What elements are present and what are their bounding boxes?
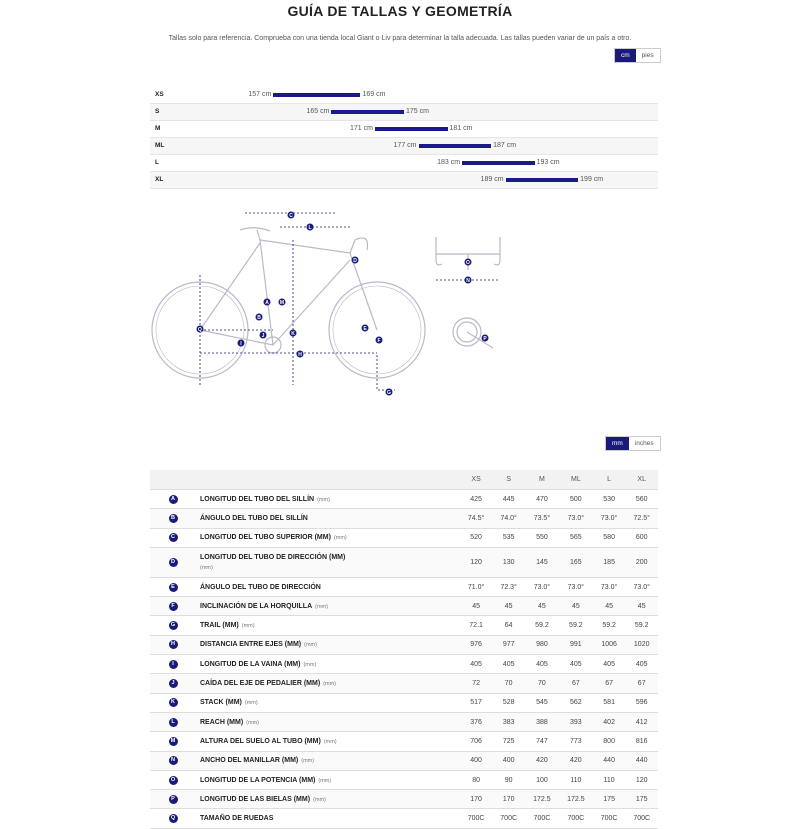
value-cell: 110 (593, 770, 626, 789)
row-letter-badge: A (169, 495, 178, 504)
svg-text:I: I (240, 341, 242, 347)
row-unit: (mm) (318, 777, 332, 784)
row-label: LONGITUD DE LAS BIELAS (MM) (200, 795, 311, 803)
size-max-height: 169 cm (362, 91, 386, 98)
row-label: DISTANCIA ENTRE EJES (MM) (200, 641, 302, 649)
svg-text:D: D (353, 258, 357, 264)
value-cell: 700C (460, 809, 493, 828)
row-letter-badge: E (169, 583, 178, 592)
row-letter-cell (150, 597, 196, 616)
value-cell: 700C (492, 809, 525, 828)
row-label-cell (196, 635, 460, 654)
size-max-height: 199 cm (580, 176, 604, 183)
value-cell: 71.0° (460, 577, 493, 596)
size-range-bar (462, 161, 535, 165)
size-range-bar (273, 93, 360, 97)
size-range-bar (375, 127, 448, 131)
value-cell: 470 (525, 490, 559, 509)
row-letter-badge: D (169, 558, 178, 567)
svg-text:L: L (308, 225, 312, 231)
row-letter-cell (150, 809, 196, 828)
value-cell: 73.0° (525, 577, 559, 596)
value-cell: 73.0° (625, 577, 658, 596)
svg-text:H: H (298, 352, 302, 358)
value-cell: 405 (625, 655, 658, 674)
value-cell: 400 (460, 751, 493, 770)
value-cell: 45 (625, 597, 658, 616)
row-label-cell (196, 674, 460, 693)
value-cell: 405 (593, 655, 626, 674)
value-cell: 59.2 (593, 616, 626, 635)
row-label: TAMAÑO DE RUEDAS (200, 815, 274, 823)
value-cell: 73.5° (525, 509, 559, 528)
svg-text:G: G (387, 390, 391, 396)
geometry-row (150, 693, 658, 712)
value-cell: 67 (593, 674, 626, 693)
row-letter-cell (150, 528, 196, 547)
row-letter-cell (150, 693, 196, 712)
value-cell: 383 (492, 712, 525, 731)
value-cell: 747 (525, 732, 559, 751)
row-label-cell (196, 616, 460, 635)
size-range-bar (419, 144, 492, 148)
row-unit: (mm) (200, 564, 213, 571)
value-cell: 528 (492, 693, 525, 712)
page-title: GUÍA DE TALLAS Y GEOMETRÍA (287, 3, 513, 19)
value-cell: 545 (525, 693, 559, 712)
value-cell: 73.0° (593, 509, 626, 528)
row-label: ALTURA DEL SUELO AL TUBO (MM) (200, 737, 321, 745)
value-cell: 73.0° (593, 577, 626, 596)
row-letter-badge: Q (169, 814, 178, 823)
size-max-height: 181 cm (449, 125, 473, 132)
size-label: M (155, 125, 161, 132)
value-cell: 110 (559, 770, 593, 789)
value-cell: 72.5° (625, 509, 658, 528)
row-unit: (mm) (317, 496, 330, 503)
value-cell: 816 (625, 732, 658, 751)
svg-text:Q: Q (198, 327, 202, 333)
geometry-row (150, 547, 658, 577)
row-letter-cell (150, 732, 196, 751)
value-cell: 405 (559, 655, 593, 674)
row-label: LONGITUD DEL TUBO DE DIRECCIÓN (MM) (200, 553, 346, 561)
row-letter-cell (150, 547, 196, 577)
row-letter-cell (150, 635, 196, 654)
size-column-header: S (492, 470, 525, 490)
size-min-height: 165 cm (306, 108, 330, 115)
size-label: XS (155, 91, 164, 98)
seatpost (257, 230, 260, 240)
header-blank (196, 470, 460, 490)
crank-diagram (445, 310, 505, 365)
value-cell: 73.0° (559, 577, 593, 596)
size-column-header: ML (559, 470, 593, 490)
row-label-cell (196, 528, 460, 547)
value-cell: 420 (525, 751, 559, 770)
geometry-table (150, 470, 658, 829)
row-letter-badge: J (169, 679, 178, 688)
size-range-bar (506, 178, 579, 182)
size-row (150, 138, 658, 155)
value-cell: 90 (492, 770, 525, 789)
geometry-row (150, 509, 658, 528)
geometry-row (150, 616, 658, 635)
svg-text:J: J (261, 333, 265, 339)
value-cell: 45 (525, 597, 559, 616)
value-cell: 130 (492, 547, 525, 577)
svg-text:C: C (289, 213, 293, 219)
size-column-header: L (593, 470, 626, 490)
value-cell: 400 (492, 751, 525, 770)
row-label: ÁNGULO DEL TUBO DEL SILLÍN (200, 514, 308, 522)
row-label: LONGITUD DEL TUBO SUPERIOR (MM) (200, 534, 331, 542)
value-cell: 59.2 (525, 616, 559, 635)
value-cell: 80 (460, 770, 493, 789)
value-cell: 600 (625, 528, 658, 547)
size-label: XL (155, 176, 164, 183)
size-row (150, 172, 658, 189)
row-label-cell (196, 655, 460, 674)
value-cell: 725 (492, 732, 525, 751)
row-letter-badge: O (169, 776, 178, 785)
size-unit-toggle[interactable] (614, 48, 661, 63)
header-blank (150, 470, 196, 490)
row-unit: (mm) (301, 758, 315, 765)
value-cell: 500 (559, 490, 593, 509)
value-cell: 596 (625, 693, 658, 712)
svg-text:A: A (265, 300, 269, 306)
size-min-height: 183 cm (437, 159, 461, 166)
value-cell: 700C (625, 809, 658, 828)
size-max-height: 187 cm (493, 142, 517, 149)
value-cell: 565 (559, 528, 593, 547)
value-cell: 700C (559, 809, 593, 828)
value-cell: 402 (593, 712, 626, 731)
row-letter-badge: M (169, 737, 178, 746)
row-letter-badge: P (169, 795, 178, 804)
value-cell: 980 (525, 635, 559, 654)
row-letter-badge: H (169, 640, 178, 649)
svg-text:F: F (377, 338, 381, 344)
value-cell: 700C (593, 809, 626, 828)
value-cell: 73.0° (559, 509, 593, 528)
value-cell: 991 (559, 635, 593, 654)
svg-text:N: N (466, 278, 470, 284)
value-cell: 976 (460, 635, 493, 654)
row-label: STACK (MM) (200, 699, 242, 707)
row-unit: (mm) (315, 603, 328, 610)
row-label-cell (196, 597, 460, 616)
value-cell: 70 (525, 674, 559, 693)
value-cell: 550 (525, 528, 559, 547)
row-label: TRAIL (MM) (200, 622, 239, 630)
svg-text:K: K (291, 331, 295, 337)
value-cell: 175 (625, 790, 658, 809)
row-label-cell (196, 547, 460, 577)
unit-inches-button[interactable]: inches (629, 437, 660, 450)
geometry-row (150, 790, 658, 809)
size-label: ML (155, 142, 165, 149)
value-cell: 175 (593, 790, 626, 809)
bike-frame (200, 240, 377, 345)
value-cell: 405 (525, 655, 559, 674)
handlebar-diagram (428, 232, 508, 292)
value-cell: 72.1 (460, 616, 493, 635)
value-cell: 120 (625, 770, 658, 789)
row-label: REACH (MM) (200, 718, 244, 726)
value-cell: 185 (593, 547, 626, 577)
value-cell: 535 (492, 528, 525, 547)
row-letter-badge: B (169, 514, 178, 523)
value-cell: 376 (460, 712, 493, 731)
size-label: L (155, 159, 159, 166)
size-row (150, 104, 658, 121)
value-cell: 170 (460, 790, 493, 809)
svg-text:M: M (279, 300, 285, 306)
row-label: LONGITUD DEL TUBO DEL SILLÍN (200, 495, 315, 503)
value-cell: 977 (492, 635, 525, 654)
value-cell: 145 (525, 547, 559, 577)
value-cell: 393 (559, 712, 593, 731)
row-unit: (mm) (313, 796, 326, 803)
size-row (150, 87, 658, 104)
row-letter-badge: K (169, 698, 178, 707)
value-cell: 45 (593, 597, 626, 616)
geometry-row (150, 732, 658, 751)
value-cell: 165 (559, 547, 593, 577)
geometry-row (150, 674, 658, 693)
value-cell: 70 (492, 674, 525, 693)
svg-text:E: E (363, 326, 367, 332)
value-cell: 412 (625, 712, 658, 731)
row-unit: (mm) (333, 535, 347, 542)
value-cell: 100 (525, 770, 559, 789)
value-cell: 172.5 (525, 790, 559, 809)
value-cell: 580 (593, 528, 626, 547)
row-label-cell (196, 751, 460, 770)
row-letter-cell (150, 712, 196, 731)
row-label-cell (196, 490, 460, 509)
geometry-row (150, 490, 658, 509)
value-cell: 170 (492, 790, 525, 809)
row-letter-badge: I (169, 660, 178, 669)
size-min-height: 189 cm (480, 176, 504, 183)
value-cell: 517 (460, 693, 493, 712)
row-label-cell (196, 809, 460, 828)
saddle (240, 228, 270, 231)
size-range-bar (331, 110, 404, 114)
geometry-row (150, 635, 658, 654)
row-letter-cell (150, 616, 196, 635)
svg-text:O: O (466, 260, 470, 266)
value-cell: 120 (460, 547, 493, 577)
geometry-table-header (150, 470, 658, 490)
row-letter-badge: L (169, 718, 178, 727)
page-subtitle: Tallas solo para referencia. Comprueba con una tienda local Giant o Liv para determinar la talla adecuada. Las tallas pueden variar de un país a otro. (168, 35, 632, 42)
value-cell: 520 (460, 528, 493, 547)
value-cell: 172.5 (559, 790, 593, 809)
geometry-row (150, 577, 658, 596)
value-cell: 562 (559, 693, 593, 712)
value-cell: 700C (525, 809, 559, 828)
value-cell: 560 (625, 490, 658, 509)
value-cell: 67 (625, 674, 658, 693)
row-letter-cell (150, 577, 196, 596)
row-letter-cell (150, 790, 196, 809)
value-cell: 530 (593, 490, 626, 509)
size-min-height: 177 cm (393, 142, 417, 149)
value-cell: 581 (593, 693, 626, 712)
size-min-height: 157 cm (248, 91, 272, 98)
row-label-cell (196, 732, 460, 751)
row-letter-cell (150, 751, 196, 770)
row-letter-cell (150, 674, 196, 693)
size-max-height: 175 cm (406, 108, 429, 115)
geometry-unit-toggle[interactable] (605, 436, 661, 451)
geometry-row (150, 809, 658, 828)
handlebar (350, 238, 368, 253)
size-min-height: 171 cm (350, 125, 373, 132)
value-cell: 45 (460, 597, 493, 616)
value-cell: 74.0° (492, 509, 525, 528)
row-label: LONGITUD DE LA POTENCIA (MM) (200, 776, 316, 784)
geometry-row (150, 712, 658, 731)
row-letter-badge: N (169, 756, 178, 765)
row-label-cell (196, 712, 460, 731)
row-letter-badge: C (169, 533, 178, 542)
row-label-cell (196, 577, 460, 596)
value-cell: 706 (460, 732, 493, 751)
size-row (150, 155, 658, 172)
value-cell: 72.3° (492, 577, 525, 596)
value-cell: 45 (492, 597, 525, 616)
value-cell: 200 (625, 547, 658, 577)
row-label: INCLINACIÓN DE LA HORQUILLA (200, 602, 313, 610)
value-cell: 405 (492, 655, 525, 674)
row-label: CAÍDA DEL EJE DE PEDALIER (MM) (200, 680, 321, 688)
value-cell: 59.2 (625, 616, 658, 635)
value-cell: 388 (525, 712, 559, 731)
geometry-row (150, 655, 658, 674)
row-unit: (mm) (246, 719, 259, 726)
value-cell: 440 (593, 751, 626, 770)
value-cell: 420 (559, 751, 593, 770)
row-label-cell (196, 693, 460, 712)
size-column-header: M (525, 470, 559, 490)
row-letter-cell (150, 770, 196, 789)
size-column-header: XS (460, 470, 493, 490)
row-letter-cell (150, 509, 196, 528)
unit-pies-button[interactable]: pies (636, 49, 660, 62)
unit-mm-button[interactable]: mm (606, 437, 629, 450)
size-label: S (155, 108, 160, 115)
value-cell: 72 (460, 674, 493, 693)
value-cell: 45 (559, 597, 593, 616)
row-label-cell (196, 770, 460, 789)
value-cell: 67 (559, 674, 593, 693)
value-cell: 773 (559, 732, 593, 751)
row-label-cell (196, 790, 460, 809)
row-letter-cell (150, 490, 196, 509)
value-cell: 405 (460, 655, 493, 674)
geometry-row (150, 528, 658, 547)
row-unit: (mm) (304, 642, 317, 649)
unit-cm-button[interactable]: cm (615, 49, 636, 62)
row-unit: (mm) (241, 623, 255, 630)
row-label-cell (196, 509, 460, 528)
geometry-row (150, 751, 658, 770)
row-letter-badge: F (169, 602, 178, 611)
value-cell: 440 (625, 751, 658, 770)
svg-text:P: P (483, 336, 487, 342)
row-letter-badge: G (169, 621, 178, 630)
value-cell: 59.2 (559, 616, 593, 635)
row-label: ÁNGULO DEL TUBO DE DIRECCIÓN (200, 583, 321, 591)
value-cell: 64 (492, 616, 525, 635)
row-label: LONGITUD DE LA VAINA (MM) (200, 660, 301, 668)
size-chart (150, 87, 658, 189)
row-unit: (mm) (323, 738, 337, 745)
value-cell: 1020 (625, 635, 658, 654)
row-unit: (mm) (303, 661, 317, 668)
svg-text:B: B (257, 315, 261, 321)
size-max-height: 193 cm (536, 159, 560, 166)
row-label: ANCHO DEL MANILLAR (MM) (200, 757, 299, 765)
value-cell: 445 (492, 490, 525, 509)
geometry-row (150, 597, 658, 616)
row-unit: (mm) (244, 700, 258, 707)
value-cell: 425 (460, 490, 493, 509)
value-cell: 800 (593, 732, 626, 751)
row-unit: (mm) (323, 681, 337, 688)
row-letter-cell (150, 655, 196, 674)
value-cell: 74.5° (460, 509, 493, 528)
size-column-header: XL (625, 470, 658, 490)
size-row (150, 121, 658, 138)
geometry-row (150, 770, 658, 789)
value-cell: 1006 (593, 635, 626, 654)
